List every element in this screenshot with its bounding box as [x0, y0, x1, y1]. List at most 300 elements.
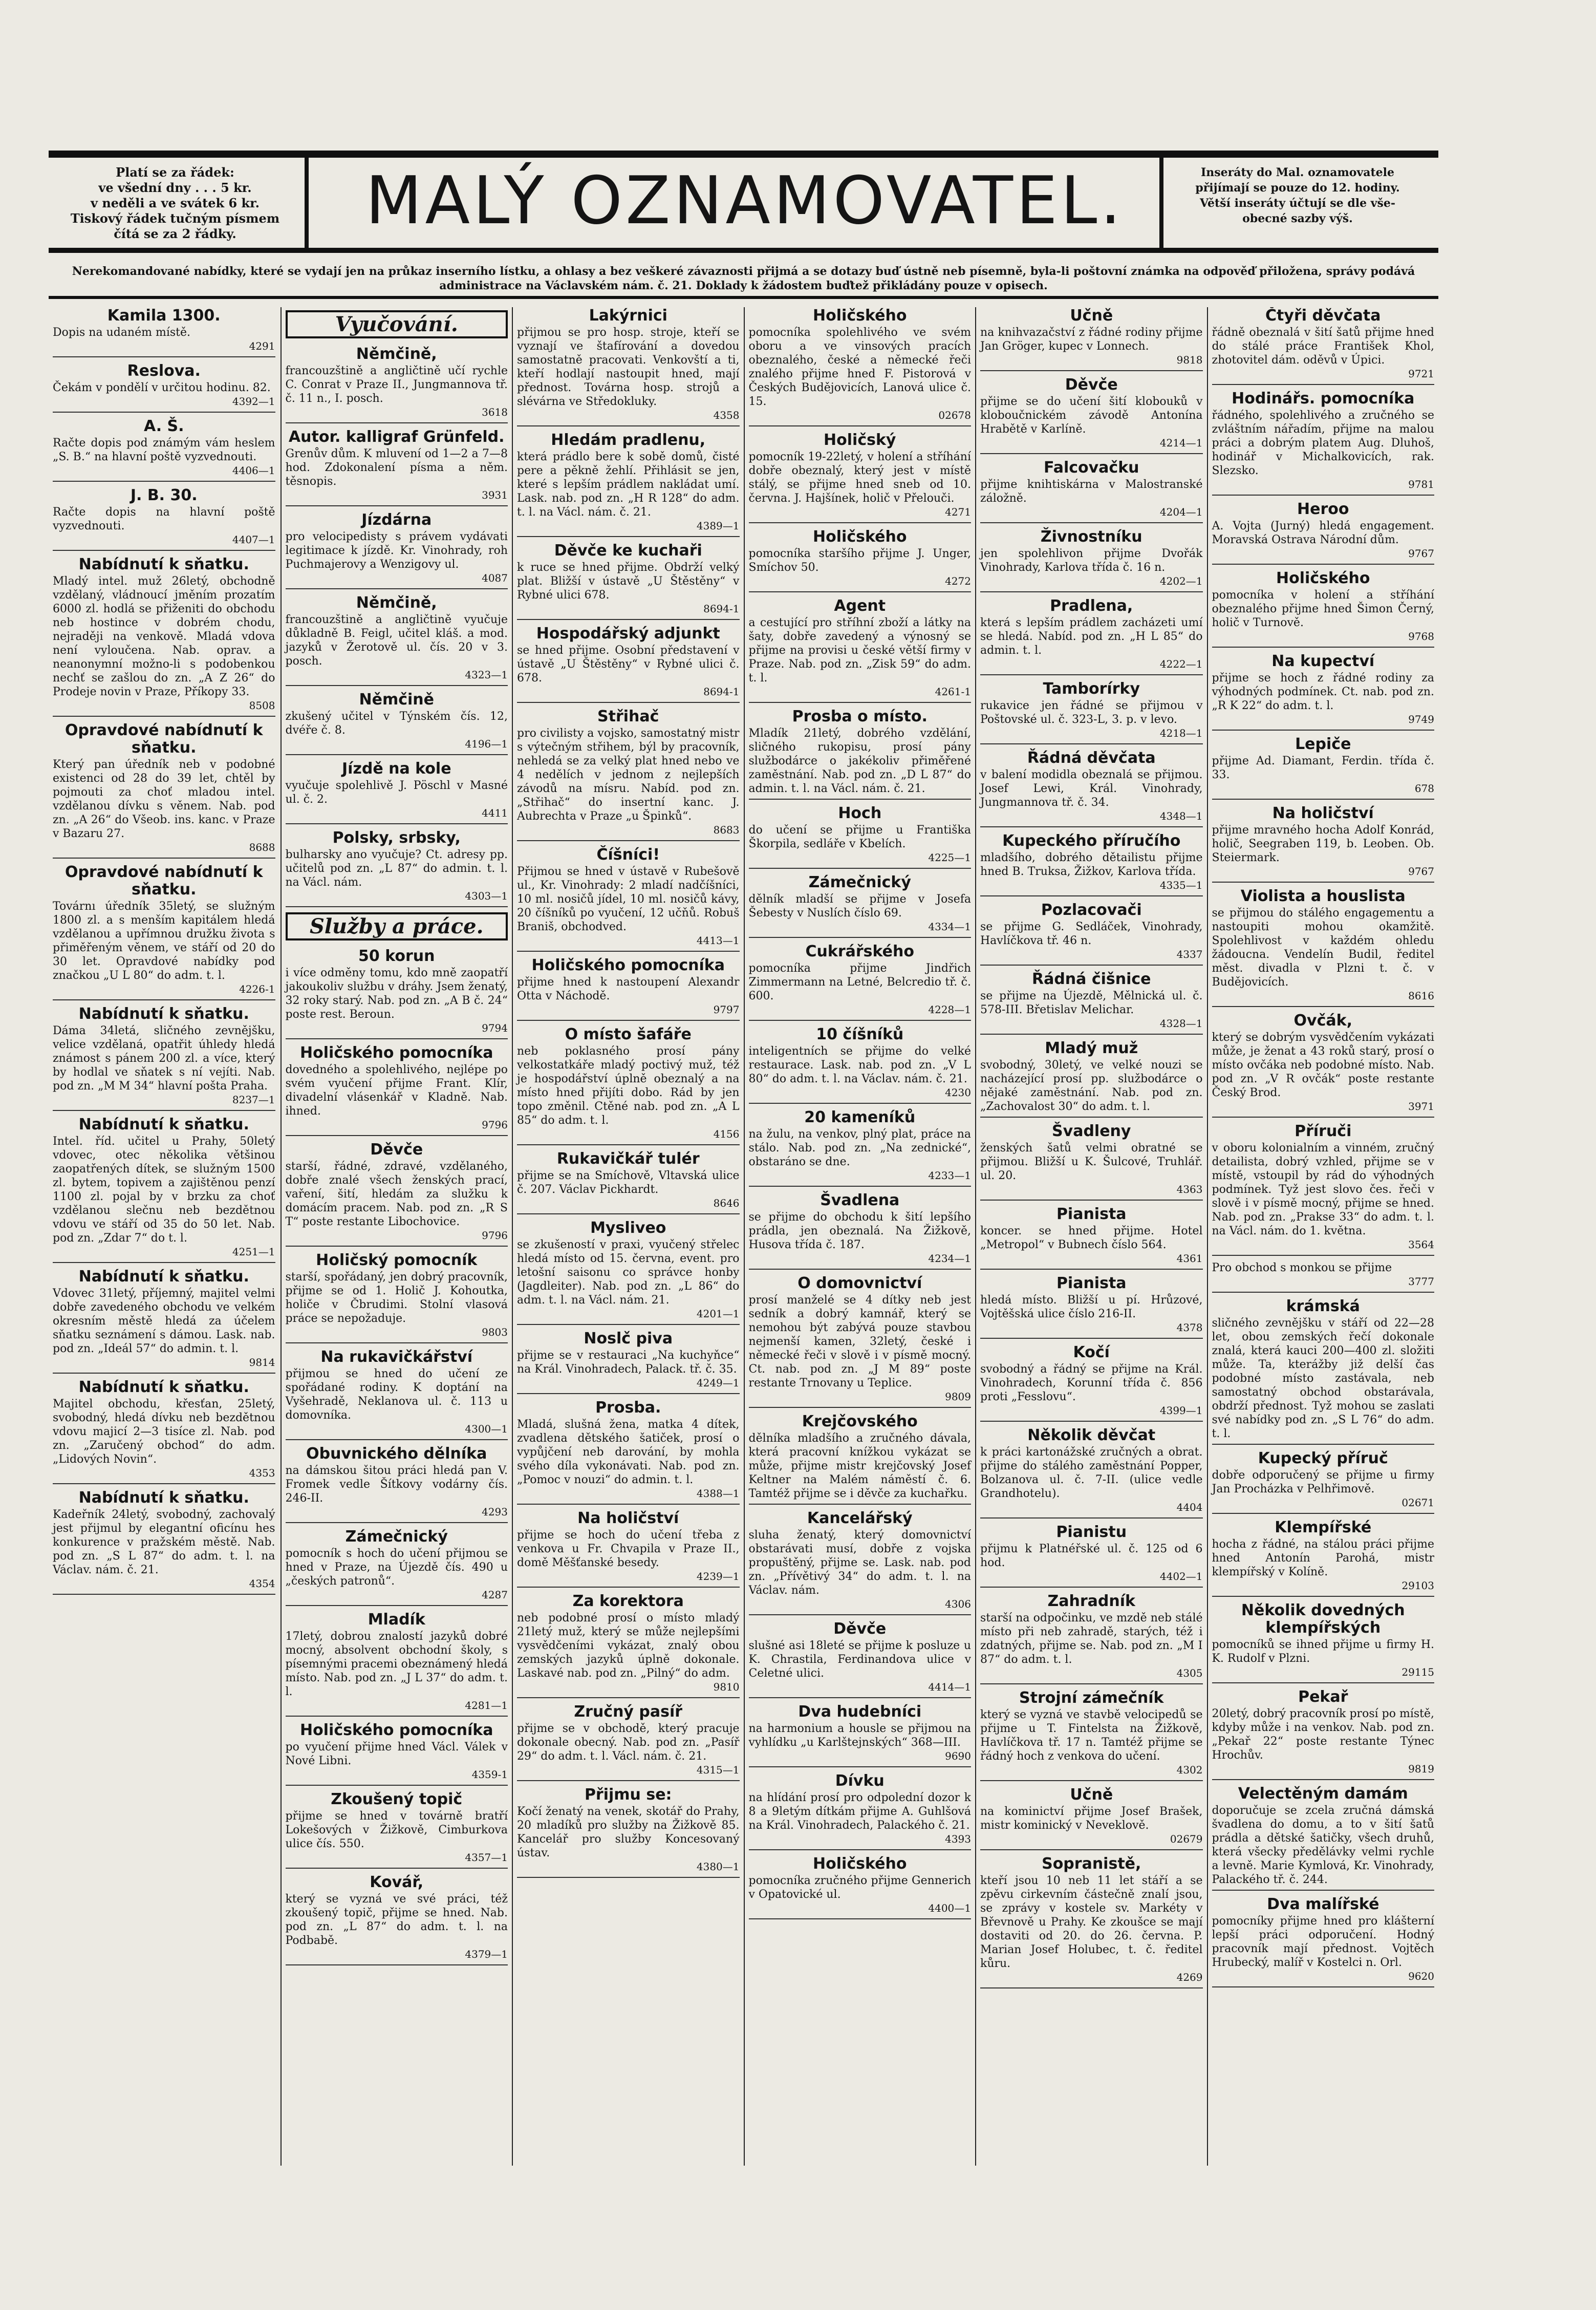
- ad-heading: Falcovačku: [1043, 459, 1139, 477]
- ad-heading: Živnostníku: [1040, 528, 1142, 546]
- ad-code: 9794: [482, 1022, 508, 1034]
- classified-ad: [980, 459, 1203, 523]
- ad-heading: Švadlena: [820, 1191, 900, 1209]
- ad-heading: Za korektora: [572, 1592, 684, 1610]
- ad-text: hledá místo. Bližší u pí. Hrůzové, Vojtěšská ulice číslo 216-II.: [980, 1294, 1203, 1320]
- ad-text: Grenův dům. K mluvení od 1—2 a 7—8 hod. Zdokonalení písma a něm. těsnopis.: [285, 447, 508, 488]
- ad-heading: Kamila 1300.: [107, 307, 221, 325]
- ad-code: 9767: [1408, 865, 1434, 878]
- classified-ad: [286, 1349, 508, 1440]
- ad-code: 02678: [938, 409, 971, 421]
- ad-text: hocha z řádné, na stálou práci přijme hned Antonín Parohá, mistr klempířský v Kolíně.: [1212, 1538, 1434, 1578]
- classified-ad: [286, 948, 508, 1039]
- ad-text: prosí manželé se 4 dítky neb jest sedník a dobrý kamnář, který se nemohou být zabývá pouze stavbou nejmenší kamen, 32letý, české i německé řeči v slově i v písmě mocný. Ct. nab. pod zn. „J M 89“ poste restante Trnovany u Teplice.: [748, 1294, 971, 1389]
- ad-text: neb poklasného prosí pány velkostatkáře mladý poctivý muž, též je hospodářství úplně obeznalý a na místo hned přijíti dobo. Rád by jen topo změnil. Ctěné nab. pod zn. „A L 85“ do adm. t. l.: [517, 1045, 740, 1127]
- ad-heading: Holičský pomocník: [316, 1251, 478, 1269]
- ad-text: dobře odporučený se přijme u firmy Jan Procházka v Pelhřimově.: [1212, 1469, 1434, 1495]
- ad-heading: Holičského: [1276, 569, 1370, 587]
- ad-code: 4305: [1176, 1667, 1203, 1679]
- ad-text: pomocníka zručného přijme Gennerich v Opatovické ul.: [748, 1874, 971, 1901]
- ad-text: dělník mladší se přijme v Josefa Šebesty v Nuslích číslo 69.: [748, 893, 971, 919]
- ad-text: do učení se přijme u Františka Škorpila, sedláře v Kbelích.: [748, 824, 971, 850]
- classified-ad: [980, 971, 1203, 1035]
- ad-code: 9796: [482, 1229, 508, 1242]
- ad-code: 3777: [1408, 1275, 1434, 1288]
- ad-heading: Učně: [1070, 307, 1113, 325]
- ad-text: zkušený učitel v Týnském čís. 12, dvéře č. 8.: [285, 710, 508, 737]
- ad-text: pro civilisty a vojsko, samostatný mistr s výtečným střihem, býl by pracovník, nehledá se za velký plat hned nebo ve 4 nedělích v jednom z nejlepších závodů na mísru. Nabíd. pod zn. „Střihač“ do insertní kanc. J. Aubrechta v Praze „u Špinků“.: [517, 727, 740, 823]
- ad-heading: 10 číšníků: [816, 1025, 904, 1043]
- ad-code: 4407—1: [232, 533, 275, 546]
- ad-text: Mladý intel. muž 26letý, obchodně vzdělaný, vládnoucí jměním prozatím 6000 zl. hodlá se přiženiti do obchodu neb hostince v dobrém chodu, nejraději na venkově. Mladá vdova není vyloučena. Nab. oprav. a neanonymní možno-li s podobenkou nechť se zašlou do zn. „A Z 26“ do Prodeje novin v Praze, Příkopy 33.: [53, 575, 275, 698]
- ad-text: starší, spořádaný, jen dobrý pracovník, přijme se od 1. Holič J. Kohoutka, holiče v Čbrudimi. Stolní vlasová práce se nepožaduje.: [285, 1271, 508, 1325]
- classified-ad: [749, 708, 972, 800]
- ad-heading: Opravdové nabídnutí k sňatku.: [64, 721, 263, 757]
- ad-text: na kominictví přijme Josef Brašek, mistr kominický v Neveklově.: [980, 1805, 1203, 1832]
- ad-heading: Číšníci!: [596, 846, 660, 864]
- ad-code: 4281—1: [465, 1699, 508, 1712]
- ad-heading: Prosba.: [595, 1399, 661, 1417]
- classified-ad: [286, 1044, 508, 1136]
- ad-code: 4400—1: [928, 1902, 971, 1914]
- ad-heading: Čtyři děvčata: [1265, 307, 1381, 325]
- ad-heading: Nabídnutí k sňatku.: [78, 1268, 249, 1286]
- classified-ad: [1212, 501, 1435, 565]
- rate-line: ve všední dny . . . 5 kr.: [98, 180, 252, 195]
- ad-code: 4328—1: [1159, 1017, 1203, 1030]
- classified-ad: [517, 307, 740, 426]
- classified-ad: [517, 1220, 740, 1325]
- classified-ad: [286, 1141, 508, 1247]
- classified-ad: [53, 307, 275, 357]
- ad-heading: Polsky, srbsky,: [332, 829, 461, 847]
- ad-code: 3931: [482, 489, 508, 501]
- ad-heading: Němčině,: [356, 345, 437, 363]
- rate-line: Platí se za řádek:: [116, 165, 234, 180]
- ad-heading: Pradlena,: [1050, 597, 1133, 615]
- classified-ad: [980, 1206, 1203, 1270]
- ad-text: přijme se hoch z řádné rodiny za výhodných podmínek. Ct. nab. pod zn. „R K 22“ do adm. t. l.: [1212, 672, 1434, 712]
- ad-text: na žulu, na venkov, plný plat, práce na stálo. Nab. pod zn. „Na zednické“, obstaráno se dne.: [748, 1128, 971, 1168]
- classified-ad: [980, 307, 1203, 371]
- ad-text: dovedného a spolehlivého, nejlépe po svém vyučení přijme Frant. Klír, divadelní vlásenkář v Kladně. Nab. ihned.: [285, 1063, 508, 1118]
- ad-heading: Agent: [834, 597, 886, 615]
- classified-ad: [517, 1593, 740, 1698]
- ad-code: 4302: [1176, 1764, 1203, 1776]
- ad-text: starší, řádné, zdravé, vzdělaného, dobře znalé všech ženských prací, vaření, šití, hledám za služku k domácím pracem. Nab. pod zn. „R S T“ poste restante Libochovice.: [285, 1160, 508, 1228]
- ad-column: [975, 307, 1207, 2166]
- classified-ad: [980, 1040, 1203, 1118]
- classified-ad: [980, 832, 1203, 896]
- classified-ad: [286, 691, 508, 755]
- ad-text: pomocník s hoch do učení přijmou se hned v Praze, na Újezdě čís. 490 u „českých patronů“.: [285, 1547, 508, 1588]
- ad-code: 4239—1: [696, 1570, 740, 1582]
- classified-ad: [749, 943, 972, 1021]
- ad-heading: O místo šafáře: [565, 1025, 692, 1043]
- ad-code: 9797: [713, 1003, 740, 1016]
- ad-text: se přijme do obchodu k šití lepšího prádla, jen obeznalá. Na Žižkově, Husova třída č. 187.: [748, 1211, 971, 1251]
- ad-text: Mladá, slušná žena, matka 4 dítek, zvadlena dětského šatiček, prosí o vypůjčení neb darování, by mohla svého díla vykonávati. Nab. pod zn. „Pomoc v nouzi“ do admin. t. l.: [517, 1418, 740, 1486]
- ad-text: se přijme na Újezdě, Mělnická ul. č. 578-III. Břetislav Melichar.: [980, 990, 1203, 1016]
- ad-heading: Obuvnického dělníka: [306, 1445, 487, 1463]
- ad-text: přijmu k Platnéřské ul. č. 125 od 6 hod.: [980, 1543, 1203, 1569]
- ad-heading: Kupeckého příručího: [1002, 832, 1181, 850]
- classified-ad: [286, 429, 508, 506]
- ad-text: přijme se do učení šití klobouků v kloboučnickém závodě Antonína Hrabětě v Karlíně.: [980, 395, 1203, 436]
- classified-ad: [53, 556, 275, 717]
- ad-heading: Sopranistě,: [1042, 1855, 1141, 1873]
- classified-ad: [749, 1026, 972, 1104]
- ad-heading: Holičského: [813, 528, 907, 546]
- ad-code: 8688: [249, 841, 275, 853]
- ad-column: [1207, 307, 1439, 2166]
- classified-ad: [286, 1528, 508, 1606]
- classified-ad: [286, 511, 508, 589]
- classified-ad: [286, 1722, 508, 1786]
- ad-code: 4323—1: [465, 669, 508, 681]
- ad-text: A. Vojta (Jurný) hledá engagement. Moravská Ostrava Národní dům.: [1212, 520, 1434, 546]
- ad-code: 4087: [482, 572, 508, 584]
- ad-heading: Rukavičkář tulér: [556, 1150, 700, 1168]
- terms-line: obecné sazby výš.: [1242, 212, 1353, 225]
- ad-text: a cestující pro stříhní zboží a látky na šaty, dobře zavedený a výnosný se přijme na provisi u české větší firmy v Praze. Nab. pod zn. „Zisk 59“ do adm. t. l.: [748, 616, 971, 685]
- ad-heading: Hledám pradlenu,: [551, 431, 706, 449]
- ad-code: 4228—1: [928, 1003, 971, 1016]
- ad-heading: krámská: [1286, 1297, 1360, 1315]
- ad-code: 4399—1: [1159, 1404, 1203, 1417]
- ad-code: 9781: [1408, 478, 1434, 490]
- classified-ad: [749, 597, 972, 703]
- ad-column: [49, 307, 279, 2166]
- classified-ad: [1212, 1688, 1435, 1780]
- ad-text: na dámskou šitou práci hledá pan V. Fromek vedle Šítkovy vodárny čís. 246-II.: [285, 1464, 508, 1505]
- classified-ad: [1212, 1602, 1435, 1683]
- ad-heading: Střihač: [597, 708, 659, 725]
- ad-heading: Holičského: [813, 1855, 907, 1873]
- ad-code: 8646: [713, 1197, 740, 1209]
- classified-ad: [517, 1510, 740, 1588]
- ad-code: 4411: [482, 807, 508, 819]
- ad-code: 9749: [1408, 713, 1434, 725]
- ad-heading: Dívku: [835, 1772, 885, 1790]
- ad-text: se přijmou do stálého engagementu a nastoupiti mohou okamžitě. Spolehlivost v každém ohledu žádoucna. Vendelín Budil, ředitel měst. divadla v Plzni t. č. v Budějovicích.: [1212, 907, 1434, 989]
- ad-code: 8508: [249, 699, 275, 712]
- ad-heading: Děvče ke kuchaři: [554, 542, 702, 560]
- ad-text: sličného zevnějšku v stáří od 22—28 let, obou zemských řečí dokonale znalá, která kauci 200—400 zl. složiti může. Ta, kterážby již delší čas podobné místo zastávala, neb samostatný obchod obstarávala, obdrží přednost. Tyž mohou se zaslati své nabídky pod zn. „S L 76“ do adm. t. l.: [1212, 1317, 1434, 1440]
- ad-text: která prádlo bere k sobě domů, čisté pere a pěkně žehlí. Přihlásit se jen, které s lepším prádlem nakládat umí. Lask. nab. pod zn. „H R 128“ do adm. t. l. na Václ. nám. č. 21.: [517, 451, 740, 519]
- classified-ad: [1212, 1450, 1435, 1514]
- ad-code: 4251—1: [232, 1246, 275, 1258]
- masthead-rates: [55, 165, 295, 242]
- ad-heading: Heroo: [1297, 500, 1349, 518]
- ad-code: 9721: [1408, 368, 1434, 380]
- ad-heading: Cukrářského: [805, 943, 914, 960]
- classified-ad: [980, 902, 1203, 966]
- ad-code: 4261-1: [935, 686, 971, 698]
- ad-heading: Mysliveo: [590, 1219, 666, 1237]
- ad-text: se zkušeností v praxi, vyučený střelec hledá místo od 15. června, event. pro letošní saisonu co správce honby (Jagdleiter). Nab. pod zn. „L 86“ do adm. t. l. na Václ. nám. 21.: [517, 1238, 740, 1307]
- ad-code: 29103: [1401, 1579, 1434, 1592]
- classified-ad: [980, 1123, 1203, 1201]
- ad-text: Který pan úředník neb v podobné existenci od 28 do 39 let, chtěl by pojmouti za choť mladou intel. vzdělanou dívku s věnem. Nab. pod zn. „A 26“ do Všeob. ins. kanc. v Praze v Bazaru 27.: [53, 758, 275, 840]
- ad-heading: Hodinářs. pomocníka: [1232, 390, 1415, 408]
- ad-heading: 50 korun: [358, 947, 435, 965]
- ad-heading: Řádná děvčata: [1027, 749, 1156, 767]
- ad-heading: Tamborírky: [1043, 680, 1140, 698]
- ad-code: 678: [1414, 782, 1434, 795]
- classified-ad: [1212, 736, 1435, 800]
- ad-heading: Němčině,: [356, 594, 437, 612]
- masthead-divider: [305, 158, 309, 248]
- ad-text: Račte dopis pod známým vám heslem „S. B.“ na hlavní poště vyzvednouti.: [53, 437, 275, 463]
- ad-code: 4287: [482, 1589, 508, 1601]
- ad-text: slušné asi 18leté se přijme k posluze u K. Chrastila, Ferdinandova ulice v Celetné ulici.: [748, 1639, 971, 1680]
- classified-ad: [749, 1703, 972, 1767]
- ad-code: 4226-1: [239, 983, 275, 995]
- ad-column: [512, 307, 744, 2166]
- ad-heading: 20 kameníků: [804, 1108, 916, 1126]
- classified-ad: [517, 957, 740, 1021]
- ad-heading: Nabídnutí k sňatku.: [78, 1489, 249, 1507]
- masthead-terms: [1164, 165, 1431, 226]
- ad-text: se přijme G. Sedláček, Vinohrady, Havlíčkova tř. 46 n.: [980, 921, 1203, 947]
- terms-line: Větší inseráty účtují se dle vše-: [1199, 197, 1396, 210]
- ad-code: 8616: [1408, 990, 1434, 1002]
- ad-heading: Jízdárna: [361, 511, 432, 529]
- ad-code: 9768: [1408, 630, 1434, 643]
- ad-text: Pro obchod s monkou se přijme: [1212, 1261, 1392, 1274]
- ad-heading: Dva malířské: [1267, 1895, 1379, 1913]
- ad-code: 9796: [482, 1119, 508, 1131]
- ad-text: svobodný a řádný se přijme na Král. Vinohradech, Korunní třída č. 856 proti „Fesslovu“.: [980, 1363, 1203, 1403]
- classified-ad: [517, 1026, 740, 1145]
- ad-heading: Hospodářský adjunkt: [536, 625, 720, 643]
- classified-ad: [517, 625, 740, 703]
- ad-heading: Zručný pasíř: [574, 1703, 683, 1721]
- ad-code: 4249—1: [696, 1377, 740, 1389]
- ad-code: 4303—1: [465, 890, 508, 902]
- masthead: [49, 151, 1438, 262]
- ad-heading: Mladík: [368, 1611, 425, 1629]
- ad-text: po vyučení přijme hned Václ. Válek v Nové Libni.: [285, 1741, 508, 1767]
- ad-text: přijme se v restauraci „Na kuchyňce“ na Král. Vinohradech, Palack. tř. č. 35.: [517, 1349, 740, 1376]
- ad-text: Vdovec 31letý, příjemný, majitel velmi dobře zavedeného obchodu ve velkém okresním městě hledá za účelem sňatku seznámení s dámou. Lask. nab. pod zn. „Ideál 57“ do admin. t. l.: [53, 1287, 275, 1355]
- ad-text: svobodný, 30letý, ve velké nouzi se nacházející prosí pp. službodárce o nějaké zaměstnání. Nab. pod zn. „Zachovalost 30“ do adm. t. l.: [980, 1059, 1203, 1113]
- ad-code: 9690: [945, 1750, 971, 1762]
- ad-heading: Nabídnutí k sňatku.: [78, 1378, 249, 1396]
- ad-text: dělníka mladšího a zručného dávala, která pracovní knížkou vykázat se může, přijme mistr krejčovský Josef Keltner na Malém náměstí č. 6. Tamtéž přijme se i děvče za kuchařku.: [748, 1432, 971, 1500]
- ad-code: 9620: [1408, 1970, 1434, 1982]
- classified-ad: [517, 542, 740, 620]
- ad-code: 4388—1: [696, 1487, 740, 1500]
- ad-heading: Hoch: [838, 804, 882, 822]
- ad-text: Přijmou se hned v ústavě v Rubešově ul., Kr. Vinohrady: 2 mladí nadčíšníci, 10 ml. nosičů jídel, 10 ml. nosičů kávy, 20 číšníků po vyučení, 12 učňů. Robuš Braniš, obchodved.: [517, 865, 740, 933]
- ad-heading: Na rukavičkářství: [320, 1348, 473, 1366]
- ad-text: pomocníky přijme hned pro klášterní lepší práci odporučení. Hodný pracovník mají přednost. Vojtěch Hrubecký, malíř v Kostelci n. Orl.: [1212, 1915, 1434, 1969]
- ad-text: pomocníka spolehlivého ve svém oboru a ve vinsových pracích obeznalého, české a německé řeči znalého přijme hned F. Pistorová v Českých Budějovicích, Lanová ulice č. 15.: [748, 326, 971, 408]
- ad-text: Majitel obchodu, křesťan, 25letý, svobodný, hledá dívku neb bezdětnou vdovu majicí 2—3 tisíce zl. Nab. pod zn. „Zaručený obchod“ do adm. „Lidových Novin“.: [53, 1398, 275, 1466]
- classified-ad: [980, 1689, 1203, 1781]
- ad-code: 4225—1: [928, 851, 971, 864]
- ad-heading: Lakýrnici: [589, 307, 667, 325]
- ad-text: přijme mravného hocha Adolf Konrád, holič, Seegraben 119, b. Leoben. Ob. Steiermark.: [1212, 824, 1434, 864]
- classified-ad: [980, 376, 1203, 454]
- ad-heading: Mladý muž: [1045, 1039, 1138, 1057]
- ad-heading: Kočí: [1073, 1343, 1110, 1361]
- ad-text: neb podobné prosí o místo mladý 21letý muž, který se může nejlepšími vysvědčeními vykázat, znalý obou zemských jazyků úplně dokonale. Laskavé nab. pod zn. „Pilný“ do adm.: [517, 1612, 740, 1680]
- classified-ad: [286, 760, 508, 824]
- ad-text: k ruce se hned přijme. Obdrží velký plat. Bližší v ústavě „U Štěstěny“ v Rybné ulici 678.: [517, 561, 740, 602]
- ad-text: přijmou se pro hosp. stroje, kteří se vyznají ve štafírování a dovedou samostatně pracovati. Venkovští a ti, kteří hodlají nastoupit hned, mají přednost. Továrna hosp. strojů a slévárna ve Středokluky.: [517, 326, 740, 408]
- ad-heading: J. B. 30.: [130, 486, 198, 504]
- ad-text: se hned přijme. Osobní představení v ústavě „U Štěstěny“ v Rybné ulici č. 678.: [517, 644, 740, 685]
- ad-text: řádně obeznalá v šití šatů přijme hned do stálé práce František Khol, zhotovitel dám. oděvů v Úpici.: [1212, 326, 1434, 367]
- ad-text: Mladík 21letý, dobrého vzdělání, sličného rukopisu, prosí pány službodárce o jakékoliv přiměřené zaměstnání. Nab. pod zn. „D L 87“ do admin. t. l. na Václ. nám. č. 21.: [748, 727, 971, 795]
- classified-ad: [517, 1150, 740, 1214]
- ad-heading: Několik děvčat: [1027, 1426, 1156, 1444]
- ad-heading: Učně: [1070, 1786, 1113, 1804]
- section-heading: Vyučování.: [286, 310, 508, 338]
- ad-code: 29115: [1401, 1666, 1434, 1678]
- ad-heading: Několik dovedných klempířských: [1241, 1601, 1405, 1637]
- ad-heading: Dva hudebníci: [798, 1703, 922, 1721]
- ad-heading: Violista a houslista: [1240, 887, 1406, 905]
- classified-ad: [980, 528, 1203, 592]
- ad-text: Čekám v pondělí v určitou hodinu. 82.: [53, 381, 271, 394]
- ad-code: 4363: [1176, 1183, 1203, 1195]
- classified-ad: [1212, 570, 1435, 648]
- classified-ad: [1212, 307, 1435, 385]
- ad-code: 4348—1: [1159, 810, 1203, 822]
- ad-text: pomocník 19-22letý, v holení a stříhání dobře obeznalý, který jest v místě stálý, se přijme hned sneb od 10. června. J. Hajšínek, holič v Přelouči.: [748, 451, 971, 505]
- classified-ad: [517, 432, 740, 537]
- ad-code: 4353: [249, 1467, 275, 1479]
- classified-ad: [53, 1489, 275, 1595]
- ad-text: v oboru kolonialním a vinném, zručný detailista, dobrý vzhled, přijme se v místě, vstoupil by rád do výhodných podmínek. Tyž jest slovo čes. řeči v slově i v písmě mocný, přijme se hned. Nab. pod zn. „Prakse 33“ do adm. t. l. na Václ. nám. do 1. května.: [1212, 1142, 1434, 1237]
- ad-code: 4234—1: [928, 1252, 971, 1265]
- classified-ad: [749, 1109, 972, 1187]
- classified-ad: [1212, 1261, 1435, 1293]
- ad-code: 02671: [1401, 1496, 1434, 1509]
- ad-heading: Na holičství: [577, 1509, 679, 1527]
- ad-code: 4202—1: [1159, 575, 1203, 587]
- ad-text: vyučuje spolehlivě J. Pöschl v Masné ul. č. 2.: [285, 779, 508, 806]
- ad-heading: Švadleny: [1052, 1122, 1131, 1140]
- ad-code: 02679: [1170, 1833, 1203, 1845]
- ad-heading: Pianista: [1056, 1205, 1127, 1223]
- classified-ad: [53, 1268, 275, 1374]
- classified-ad: [1212, 888, 1435, 1007]
- classified-ad: [517, 1786, 740, 1878]
- ad-text: francouzštině a angličtině vyučuje důkladně B. Feigl, učitel kláš. a mod. jazyků v Žerotově ul. čís. 20 v 3. posch.: [285, 613, 508, 668]
- ad-heading: Holičský: [824, 431, 896, 449]
- classified-ad: [980, 1275, 1203, 1339]
- ad-code: 4214—1: [1159, 437, 1203, 449]
- ad-text: který se vyzná ve stavbě velocipedů se přijme u T. Fintelsta na Žižkově, Havlíčkova tř. 17 n. Tamtéž přijme se řádný hoch z venkova do učení.: [980, 1708, 1203, 1763]
- ad-text: na harmonium a housle se přijmou na vyhlídku „u Karlštejnských“ 368—III.: [748, 1722, 971, 1749]
- ad-text: řádného, spolehlivého a zručného se zvláštním nářadím, přijme na malou práci a dobrým platem Aug. Dluhoš, hodinář v Michalkovicích, rak. Slezsko.: [1212, 409, 1434, 477]
- classified-ad: [53, 418, 275, 482]
- ad-text: přijme se na Smíchově, Vltavská ulice č. 207. Václav Pickhardt.: [517, 1169, 740, 1196]
- ad-code: 4359-1: [471, 1768, 508, 1781]
- classified-ad: [1212, 653, 1435, 731]
- ad-code: 4413—1: [696, 934, 740, 947]
- ad-text: pomocníků se ihned přijme u firmy H. K. Rudolf v Plzni.: [1212, 1638, 1434, 1665]
- ad-code: 4218—1: [1159, 727, 1203, 739]
- ad-column: [281, 307, 512, 2166]
- ad-code: 4272: [945, 575, 971, 587]
- classified-ad: [53, 487, 275, 551]
- ad-text: k práci kartonážské zručných a obrat. přijme do stálého zaměstnání Popper, Bolzanova ul. č. 7-II. (ulice vedle Grandhotelu).: [980, 1446, 1203, 1500]
- ad-heading: Holičského: [813, 307, 907, 325]
- ad-column: [744, 307, 976, 2166]
- classified-ad: [980, 597, 1203, 675]
- ad-text: jen spolehlivon přijme Dvořák Vinohrady, Karlova třída č. 16 n.: [980, 547, 1203, 574]
- classified-ad: [1212, 1896, 1435, 1987]
- ad-text: přijme hned k nastoupení Alexandr Otta v Náchodě.: [517, 976, 740, 1002]
- rate-line: čítá se za 2 řádky.: [114, 226, 236, 241]
- ad-heading: Krejčovského: [802, 1413, 918, 1430]
- classified-ad: [749, 1413, 972, 1505]
- terms-line: přijímají se pouze do 12. hodiny.: [1195, 181, 1400, 195]
- ad-code: 4222—1: [1159, 658, 1203, 670]
- ad-code: 3618: [482, 406, 508, 418]
- ad-code: 9818: [1176, 354, 1203, 366]
- ad-code: 4402—1: [1159, 1570, 1203, 1582]
- section-heading: Služby a práce.: [286, 912, 508, 940]
- ad-text: ženských šatů velmi obratné se přijmou. Bližší u K. Šulcové, Truhlář. ul. 20.: [980, 1142, 1203, 1182]
- ad-code: 8683: [713, 824, 740, 836]
- ad-text: která s lepším prádlem zacházeti umí se hledá. Nabíd. pod zn. „H L 85“ do admin. t. l.: [980, 616, 1203, 657]
- classified-ad: [1212, 1012, 1435, 1118]
- classified-ad: [749, 805, 972, 869]
- classified-ad: [980, 680, 1203, 744]
- classified-ad: [980, 1427, 1203, 1518]
- ad-heading: Ovčák,: [1293, 1012, 1352, 1030]
- ad-code: 4269: [1176, 1971, 1203, 1983]
- ad-text: 17letý, dobrou znalostí jazyků dobré mocný, absolvent obchodní školy, s písemnými pracemi obeznámený hledá místo. Nab. pod zn. „J L 37“ do adm. t. l.: [285, 1630, 508, 1698]
- ad-code: 4315—1: [696, 1764, 740, 1776]
- ad-text: Dáma 34letá, sličného zevnějšku, velice vzdělaná, opatřit úhledy hledá známost s pánem 200 zl. a více, který by hodlal ve sňatek s ní vejíti. Nab. pod zn. „M M 34“ hlavní pošta Praha.: [53, 1024, 275, 1093]
- classified-ad: [53, 1379, 275, 1484]
- ad-code: 4378: [1176, 1321, 1203, 1334]
- classified-ad: [53, 864, 275, 1000]
- ad-text: francouzštině a angličtině učí rychle C. Conrat v Praze II., Jungmannova tř. č. 11 n., I. posch.: [285, 365, 508, 405]
- ad-heading: Klempířské: [1275, 1518, 1372, 1536]
- ad-heading: Řádná čišnice: [1031, 970, 1151, 988]
- classified-ad: [749, 1772, 972, 1850]
- classified-ad: [286, 1791, 508, 1869]
- classified-ad: [1212, 1519, 1435, 1597]
- newspaper-page: [49, 36, 1438, 2166]
- ad-code: 8237—1: [232, 1094, 275, 1106]
- ad-code: 3564: [1408, 1238, 1434, 1251]
- ad-code: 4337: [1176, 948, 1203, 960]
- ad-text: Kadeřník 24letý, svobodný, zachovalý jest přijmul by elegantní oficínu hes konkurence v pražském městě. Nab. pod zn. „S L 87“ do adm. t. l. na Václav. nám. č. 21.: [53, 1508, 275, 1576]
- classified-ad: [286, 1874, 508, 1965]
- classified-ad: [1212, 805, 1435, 883]
- ad-heading: Kancelářský: [807, 1509, 913, 1527]
- ad-code: 4414—1: [928, 1681, 971, 1693]
- ad-heading: Noslč piva: [584, 1330, 673, 1348]
- ad-heading: Zkoušený topič: [331, 1790, 463, 1808]
- ad-text: Račte dopis na hlavní poště vyzvednouti.: [53, 506, 275, 532]
- ad-text: přijme se hoch do učení třeba z venkova u Fr. Chvapila v Praze II., domě Měšťanské besedy.: [517, 1529, 740, 1569]
- rate-line: Tiskový řádek tučným písmem: [70, 211, 280, 226]
- ad-heading: Prosba o místo.: [792, 708, 928, 725]
- classified-ad: [517, 708, 740, 841]
- ad-code: 4306: [945, 1598, 971, 1610]
